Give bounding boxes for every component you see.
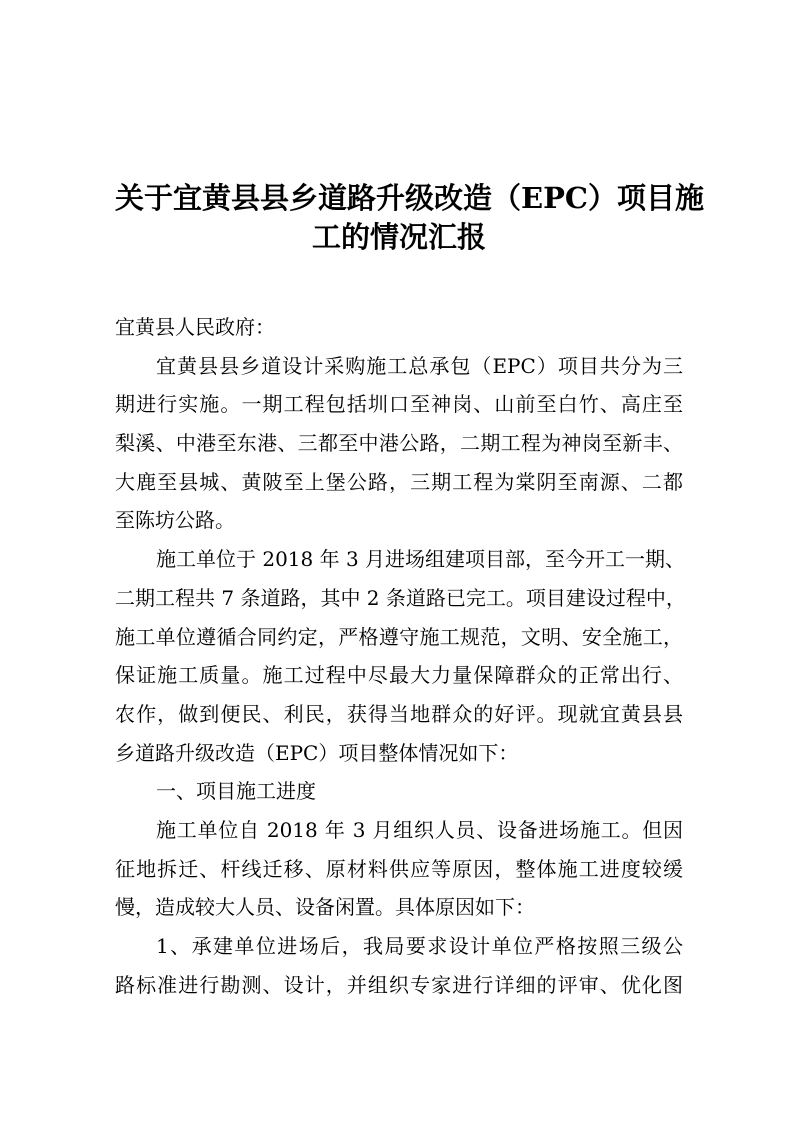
text-line: 施工单位自 2018 年 3 月组织人员、设备进场施工。但因	[156, 817, 683, 842]
paragraphs	[115, 347, 686, 1005]
text-line: 征地拆迁、杆线迁移、原材料供应等原因，整体施工进度较缓	[115, 856, 683, 881]
text-line: 二期工程共 7 条道路，其中 2 条道路已完工。项目建设过程中，	[115, 585, 686, 610]
text-line: 乡道路升级改造（EPC）项目整体情况如下：	[115, 740, 519, 765]
text-line: 一、项目施工进度	[156, 779, 316, 804]
title-line-1: 关于宜黄县县乡道路升级改造（EPC）项目施	[115, 181, 704, 215]
text-line: 梨溪、中港至东港、三都至中港公路，二期工程为神岗至新丰、	[115, 431, 683, 456]
text-line: 大鹿至县城、黄陂至上堡公路，三期工程为棠阴至南源、二都	[115, 469, 683, 494]
text-line: 施工单位遵循合同约定，严格遵守施工规范，文明、安全施工，	[115, 624, 683, 649]
section-heading	[115, 772, 683, 811]
paragraph	[115, 811, 683, 927]
title-line-2: 工的情况汇报	[311, 219, 486, 254]
text-line: 农作，做到便民、利民，获得当地群众的好评。现就宜黄县县	[115, 701, 683, 726]
document-title	[115, 174, 704, 254]
text-line: 路标准进行勘测、设计，并组织专家进行详细的评审、优化图	[115, 972, 683, 997]
text-line: 至陈坊公路。	[115, 508, 235, 533]
salutation: 宜黄县人民政府：	[115, 315, 275, 339]
text-line: 宜黄县县乡道设计采购施工总承包（EPC）项目共分为三	[156, 353, 683, 378]
paragraph	[115, 347, 683, 540]
text-line: 期进行实施。一期工程包括圳口至神岗、山前至白竹、高庄至	[115, 392, 683, 417]
paragraph	[115, 540, 686, 772]
text-line: 慢，造成较大人员、设备闲置。具体原因如下：	[115, 895, 535, 920]
text-line: 施工单位于 2018 年 3 月进场组建项目部，至今开工一期、	[156, 547, 686, 572]
document-body	[115, 308, 686, 1004]
text-line: 1、承建单位进场后，我局要求设计单位严格按照三级公	[156, 934, 683, 958]
paragraph	[115, 927, 683, 1004]
text-line: 保证施工质量。施工过程中尽最大力量保障群众的正常出行、	[115, 663, 683, 688]
